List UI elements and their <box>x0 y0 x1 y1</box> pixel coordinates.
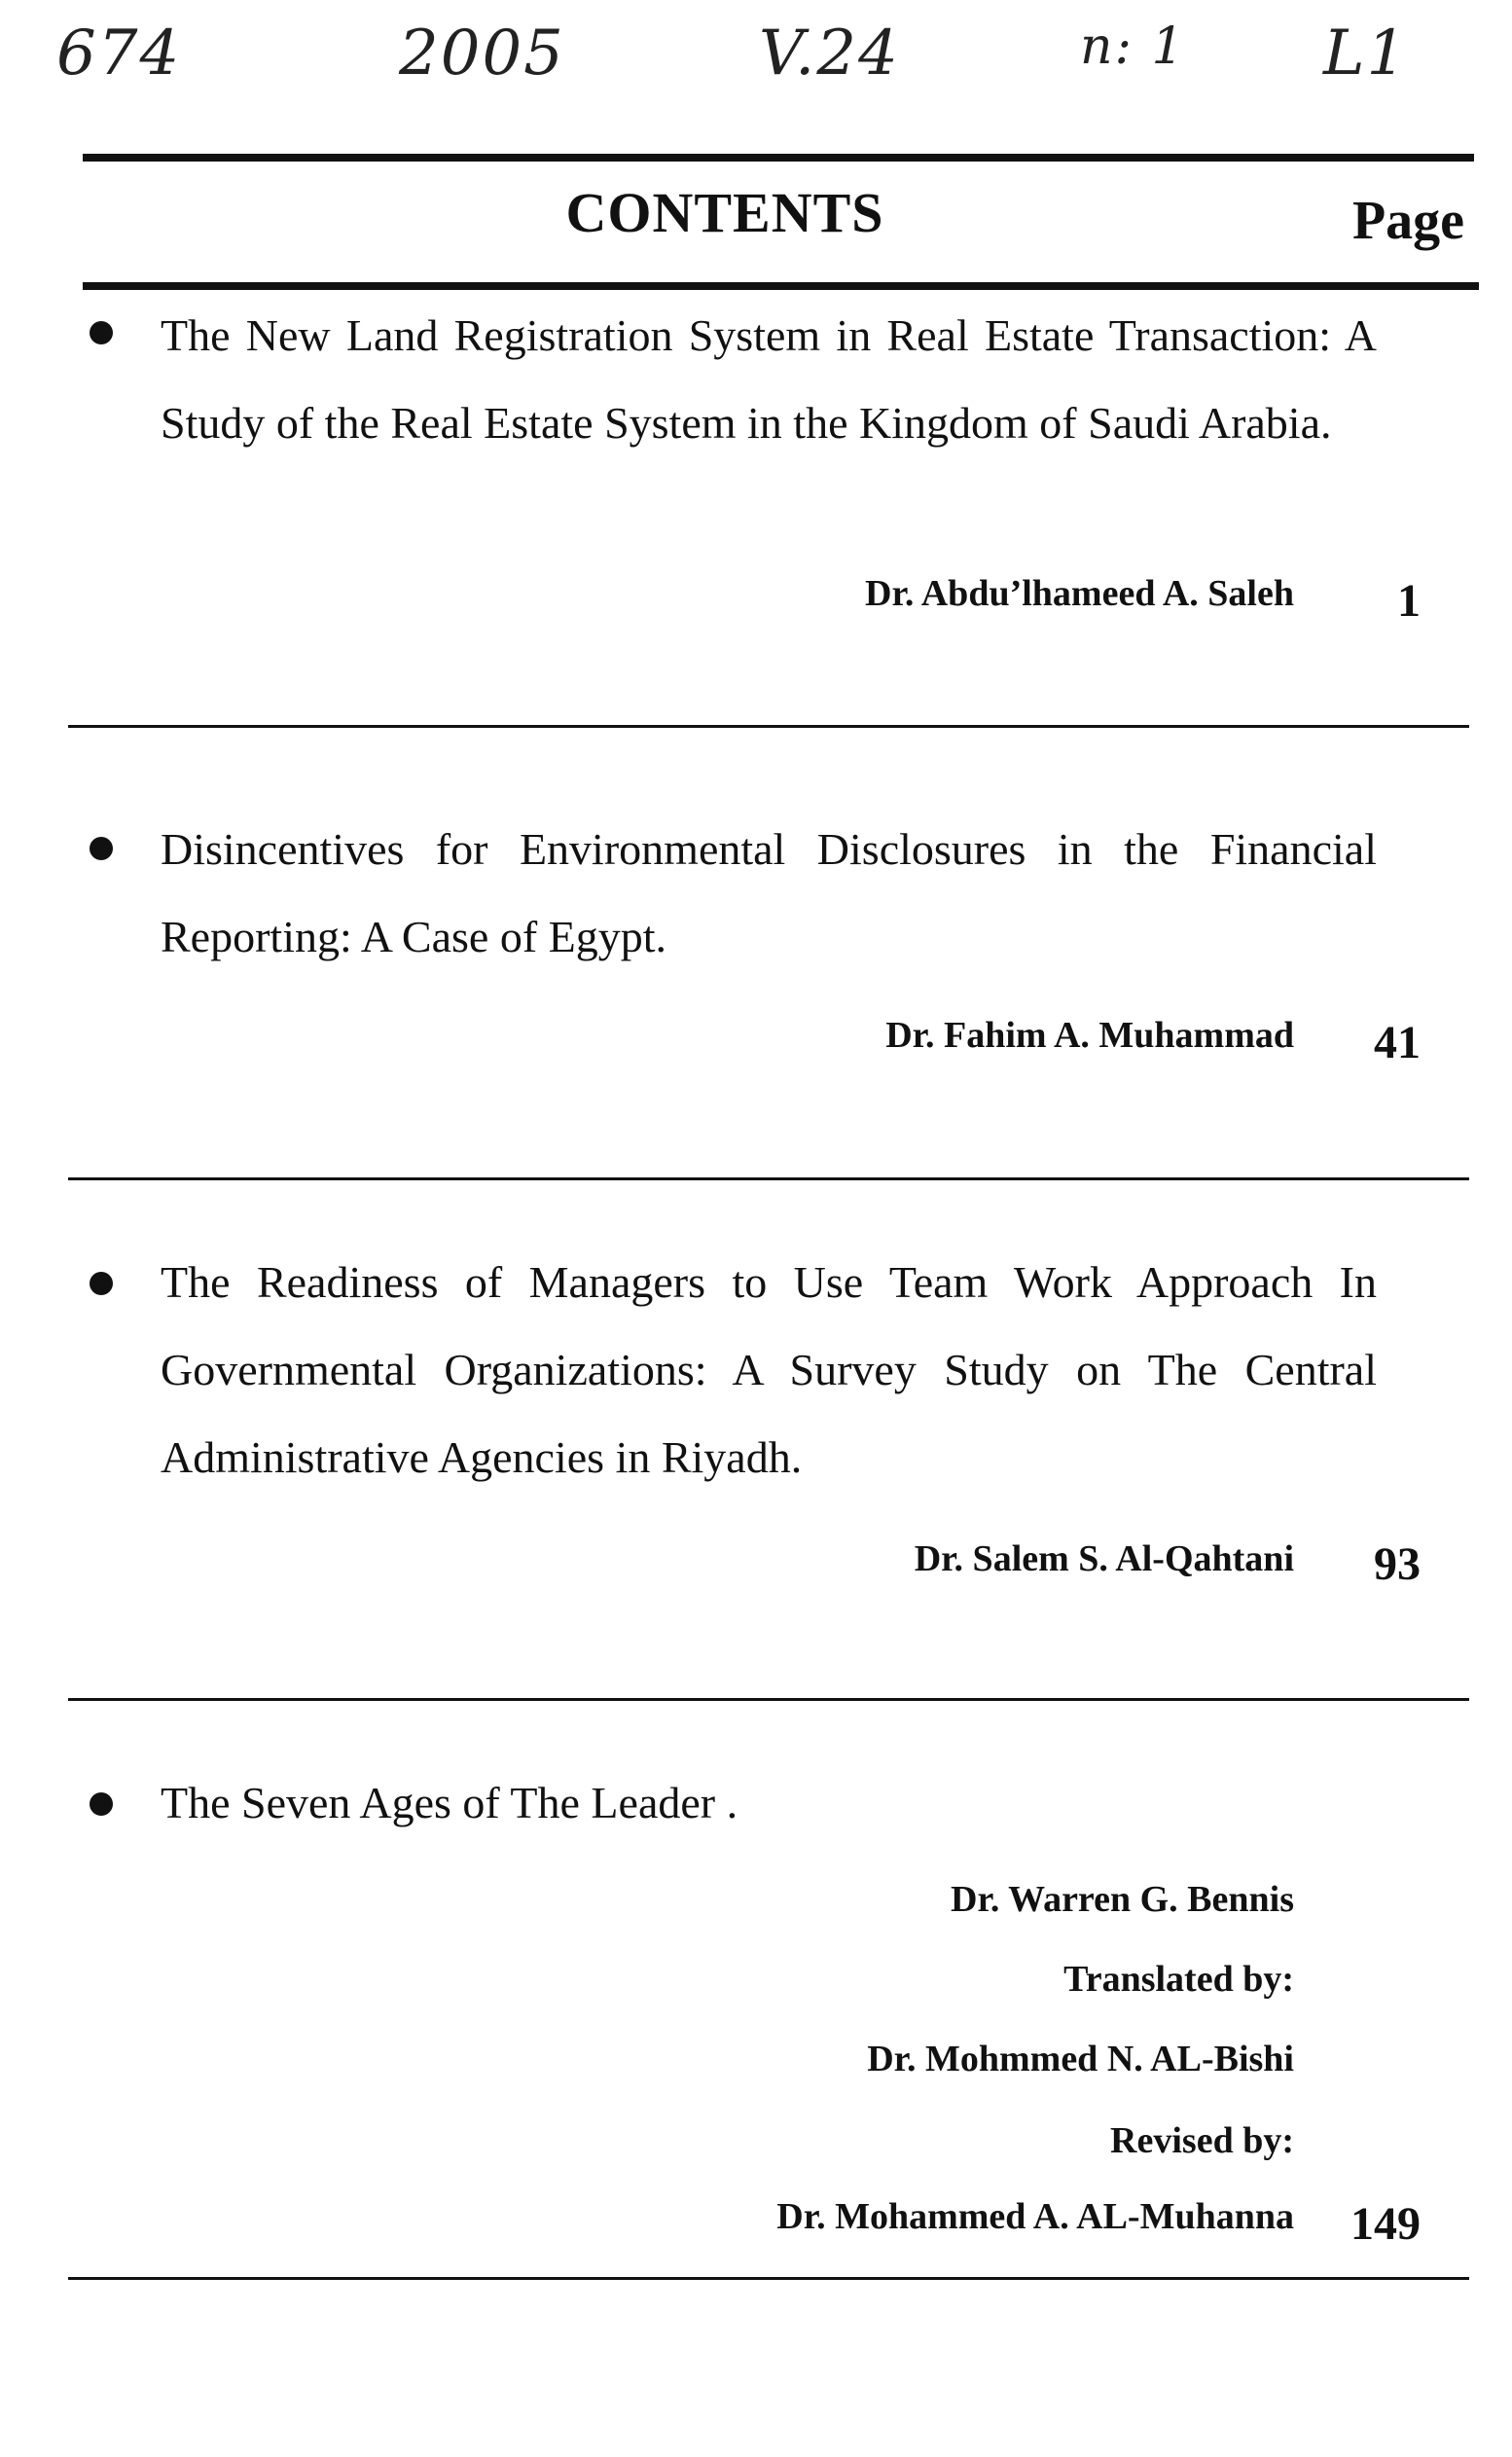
contents-header <box>83 146 1474 297</box>
bullet-icon <box>90 1792 113 1816</box>
entry-4-translated-label: Translated by: <box>1063 1959 1294 2000</box>
entry-4-revised-label: Revised by: <box>1110 2120 1294 2161</box>
separator-1 <box>68 725 1469 728</box>
bullet-icon <box>90 837 113 860</box>
handwritten-notes <box>0 18 1512 134</box>
separator-4 <box>68 2277 1469 2280</box>
entry-4-page: 149 <box>1350 2198 1421 2250</box>
entry-3-page: 93 <box>1374 1538 1421 1590</box>
entry-1-title: The New Land Registration System in Real Estate Transaction: A Study of the Real Estate System in the Kingdom of Saudi Arabia. <box>161 310 1377 448</box>
entry-1-page: 1 <box>1397 575 1421 627</box>
entry-2-title: Disincentives for Environmental Disclosures in the Financial Reporting: A Case of Egypt. <box>161 824 1377 961</box>
entry-4-reviser: Dr. Mohammed A. AL-Muhanna <box>776 2196 1294 2237</box>
bullet-icon <box>90 321 113 344</box>
toc-entry-1 <box>78 292 1469 701</box>
contents-title: CONTENTS <box>565 181 884 244</box>
entry-3-author: Dr. Salem S. Al-Qahtani <box>914 1538 1294 1579</box>
handwritten-note-5: L1 <box>1323 18 1409 90</box>
separator-2 <box>68 1177 1469 1180</box>
entry-4-translator: Dr. Mohmmed N. AL-Bishi <box>867 2039 1294 2079</box>
handwritten-note-1: 674 <box>56 18 182 90</box>
separator-3 <box>68 1698 1469 1701</box>
bullet-icon <box>90 1272 113 1295</box>
entry-2-page: 41 <box>1374 1017 1421 1068</box>
entry-2-author: Dr. Fahim A. Muhammad <box>885 1015 1294 1056</box>
toc-entry-4 <box>78 1771 1469 2277</box>
handwritten-note-4: n: 1 <box>1080 18 1186 76</box>
entry-4-title: The Seven Ages of The Leader . <box>161 1778 738 1827</box>
handwritten-note-3: V.24 <box>759 18 900 90</box>
toc-entry-2 <box>78 817 1469 1109</box>
handwritten-note-2: 2005 <box>399 18 565 90</box>
entry-3-title: The Readiness of Managers to Use Team Work Approach In Governmental Organizations: A Survey Study on The Central Administrative Agencies in Riyadh. <box>161 1257 1377 1482</box>
toc-entry-3 <box>78 1250 1469 1620</box>
page-column-label: Page <box>1351 191 1464 251</box>
entry-1-author: Dr. Abdu’lhameed A. Saleh <box>865 573 1294 614</box>
entry-4-author: Dr. Warren G. Bennis <box>951 1879 1294 1920</box>
